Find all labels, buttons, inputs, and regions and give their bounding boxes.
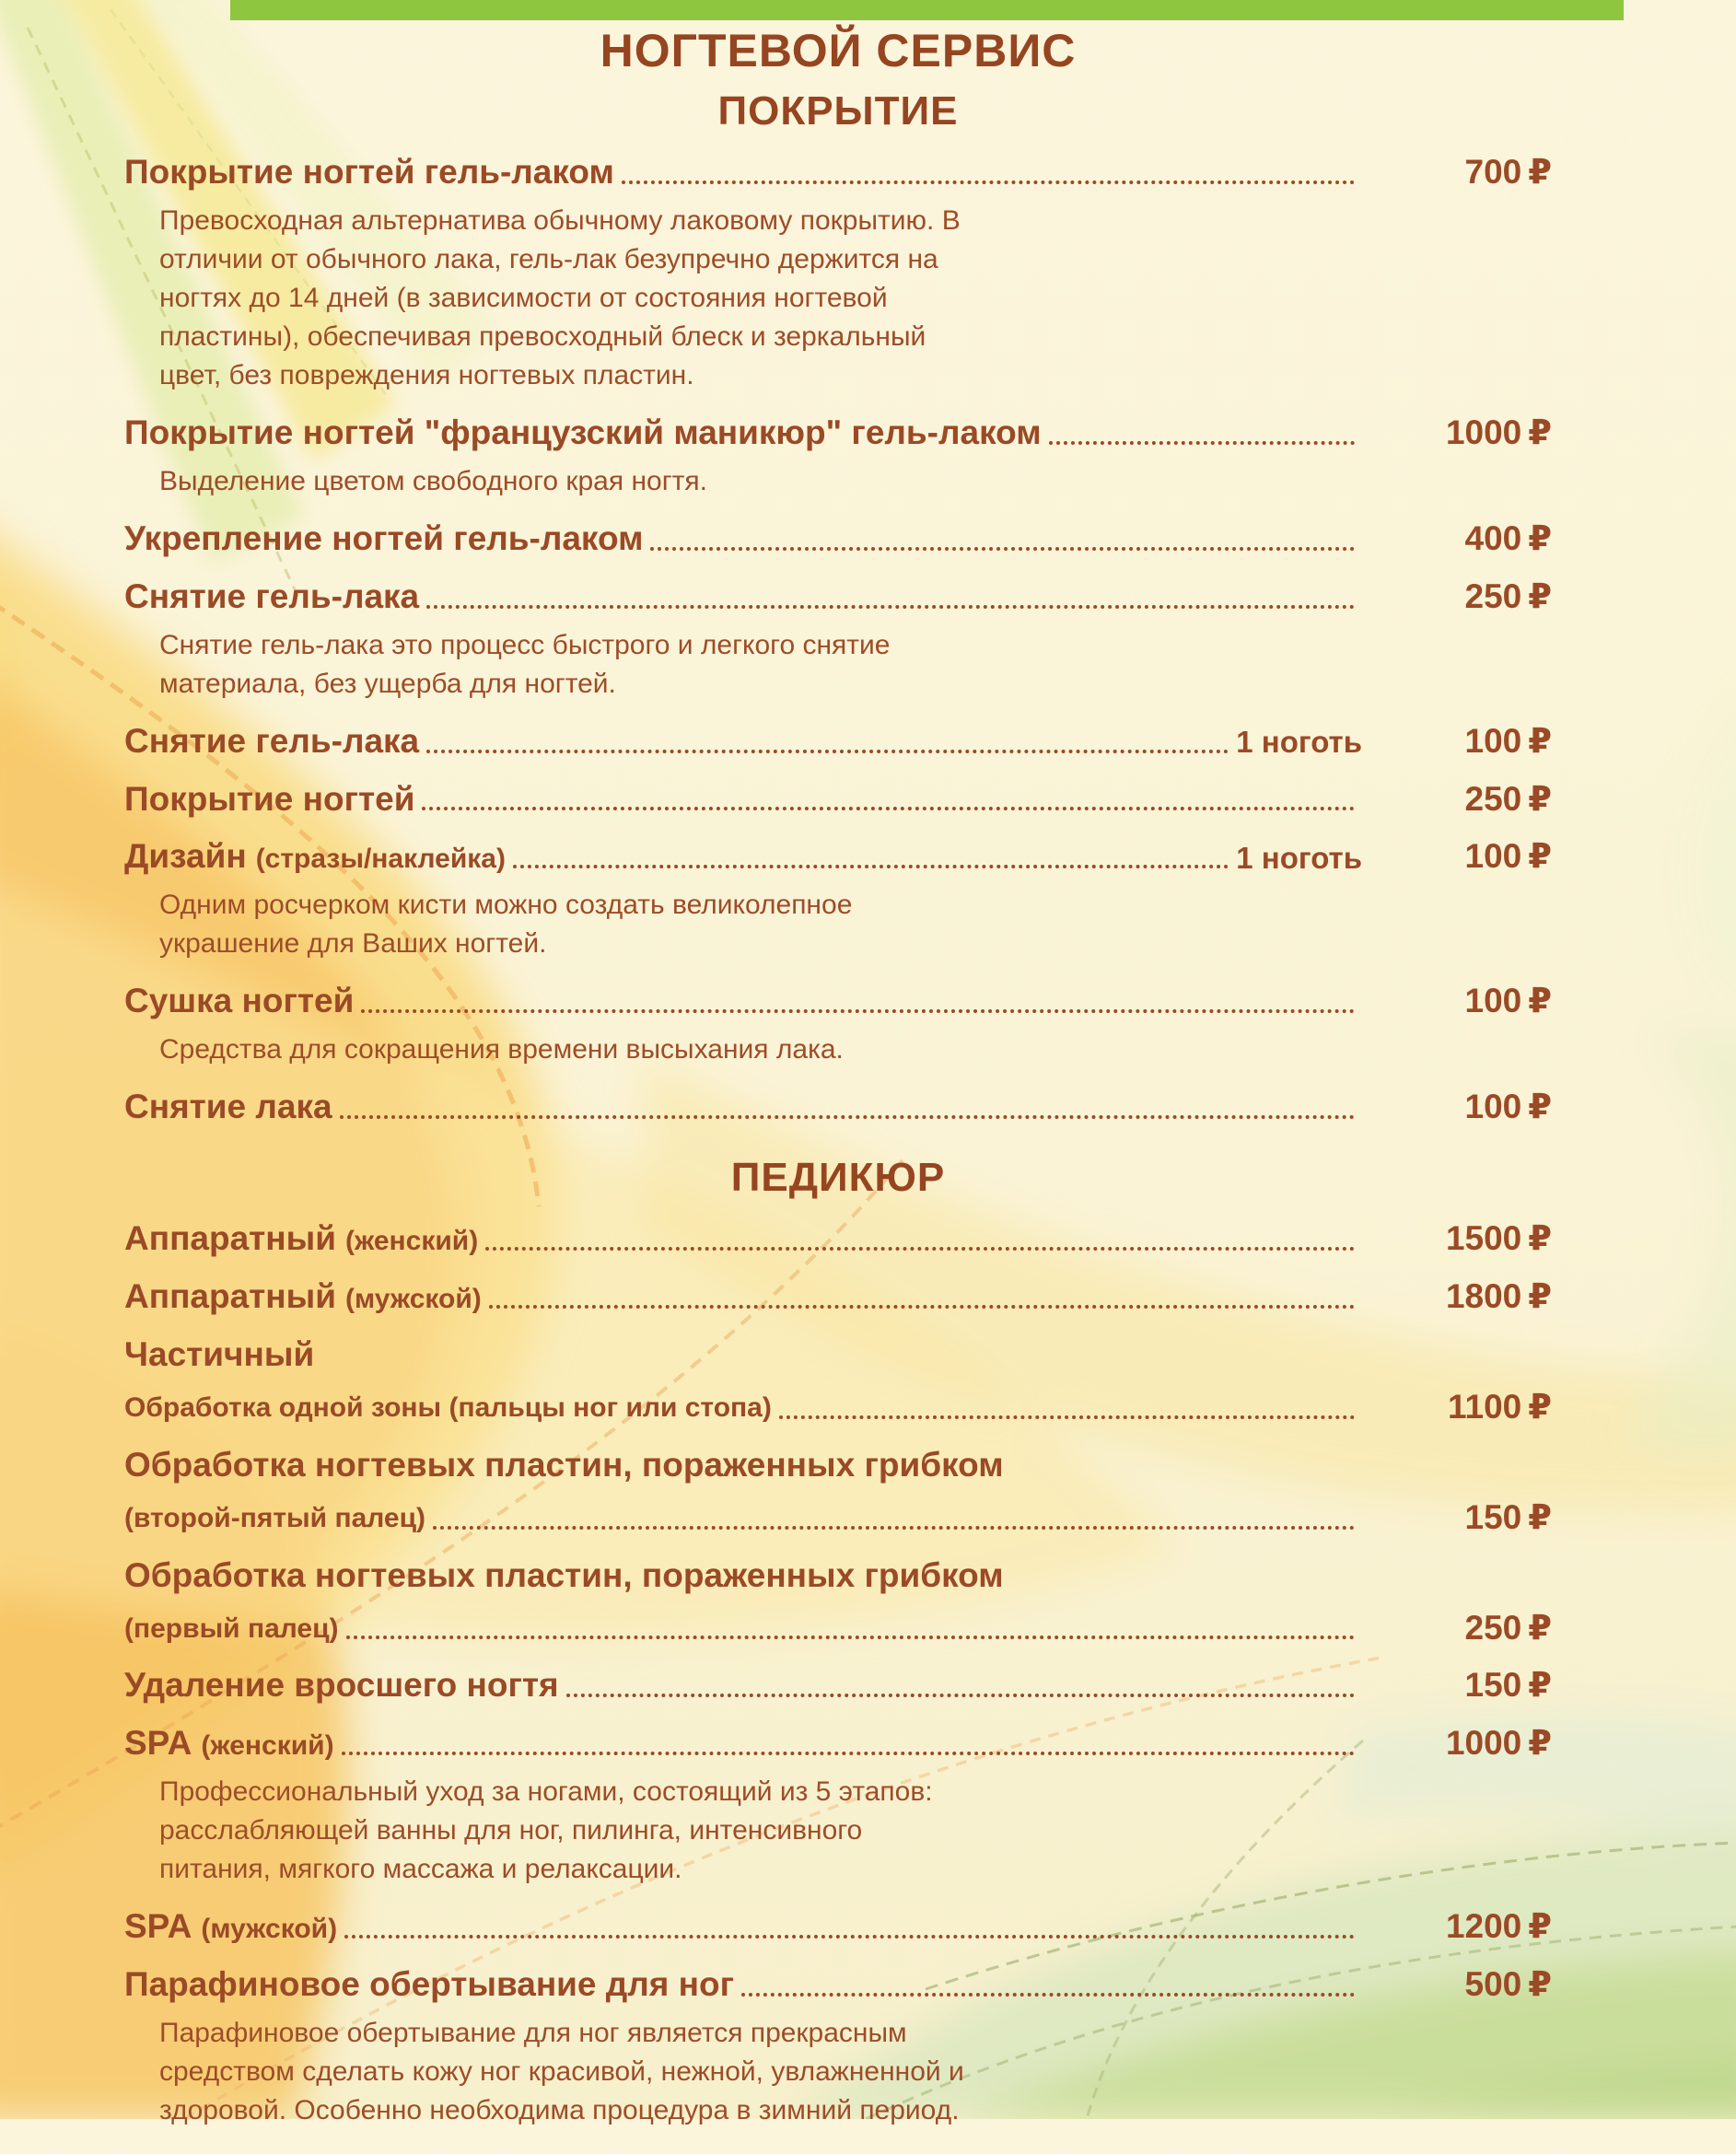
item-price [1388, 982, 1552, 1021]
dotted-leader [650, 547, 1355, 551]
item-qualifier: (мужской) [345, 1283, 482, 1314]
item-row [124, 837, 1552, 877]
item-qualifier: (женский) [345, 1226, 479, 1257]
item-description: Парафиновое обертывание для ног является прекрасным средством сделать кожу ног красивой, нежной, увлажненной и здоровой. Особенно необходима процедура в зимний период. [159, 2018, 964, 2126]
dotted-leader [513, 865, 1229, 868]
price-value: 100 [1464, 982, 1522, 1020]
menu-item [124, 1335, 1552, 1427]
ruble-sign-icon: ₽ [1528, 1723, 1552, 1764]
item-unit: 1 ноготь [1236, 841, 1362, 876]
menu-item [124, 837, 1552, 963]
ruble-sign-icon: ₽ [1528, 1607, 1552, 1648]
item-name: Снятие гель-лака [124, 721, 420, 760]
ruble-sign-icon: ₽ [1528, 152, 1552, 192]
section-title: ПЕДИКЮР [730, 1155, 946, 1201]
item-name: Снятие гель-лака [124, 576, 420, 615]
dotted-leader [426, 605, 1355, 609]
item-unit: 1 ноготь [1236, 725, 1362, 760]
item-title-line: Обработка ногтевых пластин, пораженных грибком [124, 1555, 1004, 1594]
item-title-line: Частичный [124, 1334, 315, 1373]
item-description: Превосходная альтернатива обычному лаковому покрытию. В отличии от обычного лака, гель-лак безупречно держится на ногтях до 14 дней (в зависимости от состояния ногтевой пластины), обеспечивая превосходный блеск и зеркальный цвет, без повреждения ногтевых пластин. [159, 204, 961, 390]
dotted-leader [342, 1752, 1355, 1755]
item-row [124, 1724, 1552, 1764]
ruble-sign-icon: ₽ [1528, 1496, 1552, 1537]
price-value: 1800 [1445, 1277, 1522, 1316]
item-price [1388, 1965, 1552, 2005]
dotted-leader [741, 1993, 1355, 1997]
item-price [1388, 1724, 1552, 1764]
item-row [124, 1277, 1552, 1317]
price-value: 150 [1464, 1666, 1522, 1705]
price-value: 150 [1464, 1497, 1522, 1536]
item-price [1388, 1498, 1552, 1538]
item-qualifier: (женский) [201, 1730, 334, 1762]
ruble-sign-icon: ₽ [1528, 1218, 1552, 1259]
item-name: Сушка ногтей [124, 982, 355, 1020]
item-price [1388, 1088, 1552, 1127]
menu-item [124, 1965, 1552, 2130]
item-price [1388, 1666, 1552, 1706]
item-price [1388, 577, 1552, 617]
item-row [124, 1219, 1552, 1259]
menu-item [124, 519, 1552, 559]
menu-item [124, 1446, 1552, 1538]
item-qualifier: (мужской) [201, 1914, 338, 1945]
item-row [124, 1609, 1552, 1648]
ruble-sign-icon: ₽ [1528, 720, 1552, 761]
price-value: 400 [1464, 518, 1522, 557]
menu-item [124, 153, 1552, 395]
dotted-leader [422, 807, 1355, 810]
dotted-leader [426, 750, 1229, 753]
price-value: 100 [1464, 1088, 1522, 1126]
dotted-leader [779, 1415, 1355, 1419]
item-price [1388, 780, 1552, 820]
ruble-sign-icon: ₽ [1528, 836, 1552, 877]
item-row [124, 519, 1552, 559]
ruble-sign-icon: ₽ [1528, 412, 1552, 452]
item-row [124, 1498, 1552, 1538]
menu-item [124, 722, 1552, 762]
item-price [1388, 1388, 1552, 1427]
item-name: SPA [124, 1907, 192, 1946]
item-price [1388, 837, 1552, 877]
menu-item [124, 1907, 1552, 1947]
price-value: 250 [1464, 779, 1522, 818]
ruble-sign-icon: ₽ [1528, 1665, 1552, 1706]
item-price [1388, 413, 1552, 453]
dotted-leader [344, 1935, 1355, 1939]
item-name: (второй-пятый палец) [124, 1503, 426, 1534]
menu-item [124, 413, 1552, 501]
item-price [1388, 1277, 1552, 1317]
ruble-sign-icon: ₽ [1528, 1964, 1552, 2005]
price-value: 500 [1464, 1965, 1522, 2004]
price-value: 1000 [1445, 1724, 1522, 1763]
menu-item [124, 1277, 1552, 1317]
dotted-leader [346, 1636, 1355, 1639]
item-row [124, 153, 1552, 192]
price-value: 250 [1464, 576, 1522, 615]
item-description: Выделение цветом свободного края ногтя. [159, 465, 707, 496]
item-name: Снятие лака [124, 1088, 332, 1126]
item-name: Удаление вросшего ногтя [124, 1666, 559, 1705]
item-name: Покрытие ногтей гель-лаком [124, 153, 614, 191]
ruble-sign-icon: ₽ [1528, 518, 1552, 558]
price-value: 1100 [1447, 1387, 1522, 1426]
item-row [124, 1388, 1552, 1427]
item-description: Снятие гель-лака это процесс быстрого и легкого снятие материала, без ущерба для ногтей. [159, 629, 891, 699]
menu-item [124, 1556, 1552, 1648]
item-description: Профессиональный уход за ногами, состоящий из 5 этапов: расслабляющей ванны для ног, пилинга, интенсивного питания, мягкого массажа и релаксации. [159, 1776, 933, 1885]
price-value: 1200 [1445, 1907, 1522, 1946]
dotted-leader [622, 180, 1355, 184]
price-value: 100 [1464, 721, 1522, 760]
menu-item [124, 1219, 1552, 1259]
menu-section [124, 88, 1552, 1127]
menu-item [124, 982, 1552, 1069]
item-price [1388, 1219, 1552, 1259]
dotted-leader [489, 1305, 1355, 1309]
ruble-sign-icon: ₽ [1528, 1906, 1552, 1947]
price-value: 700 [1464, 153, 1522, 191]
menu-item [124, 780, 1552, 820]
dotted-leader [566, 1694, 1355, 1697]
item-row [124, 982, 1552, 1021]
item-name: Дизайн [124, 837, 247, 876]
item-qualifier: (стразы/наклейка) [255, 844, 506, 875]
price-value: 100 [1464, 837, 1522, 876]
item-price [1388, 153, 1552, 192]
item-row [124, 413, 1552, 453]
item-name: Аппаратный [124, 1277, 336, 1316]
ruble-sign-icon: ₽ [1528, 1276, 1552, 1317]
menu-item [124, 577, 1552, 704]
dotted-leader [485, 1247, 1355, 1251]
item-name: Парафиновое обертывание для ног [124, 1965, 735, 2004]
item-row [124, 1907, 1552, 1947]
price-value: 1500 [1445, 1219, 1522, 1258]
dotted-leader [1049, 441, 1355, 445]
item-price [1388, 1609, 1552, 1648]
item-row [124, 577, 1552, 617]
dotted-leader [361, 1009, 1355, 1013]
page-title: НОГТЕВОЙ СЕРВИС [600, 25, 1077, 76]
menu-section [124, 1155, 1552, 2130]
item-name: Обработка одной зоны (пальцы ног или стопа) [124, 1392, 772, 1424]
item-name: SPA [124, 1724, 192, 1763]
item-name: Покрытие ногтей [124, 779, 415, 818]
ruble-sign-icon: ₽ [1528, 576, 1552, 616]
item-price [1388, 1907, 1552, 1947]
menu-item [124, 1088, 1552, 1127]
item-row [124, 1965, 1552, 2005]
item-price [1388, 722, 1552, 762]
menu-item [124, 1724, 1552, 1889]
ruble-sign-icon: ₽ [1528, 981, 1552, 1021]
menu-item [124, 1666, 1552, 1706]
item-description: Одним росчерком кисти можно создать великолепное украшение для Ваших ногтей. [159, 890, 853, 960]
item-name: Аппаратный [124, 1219, 336, 1258]
item-description: Средства для сокращения времени высыхания лака. [159, 1034, 844, 1065]
item-price [1388, 519, 1552, 559]
item-row [124, 1666, 1552, 1706]
item-title-line: Обработка ногтевых пластин, пораженных грибком [124, 1445, 1004, 1484]
dotted-leader [340, 1115, 1355, 1119]
item-row [124, 1088, 1552, 1127]
dotted-leader [433, 1526, 1355, 1530]
item-name: Укрепление ногтей гель-лаком [124, 518, 644, 557]
ruble-sign-icon: ₽ [1528, 1087, 1552, 1127]
item-name: Покрытие ногтей "французский маникюр" гель-лаком [124, 413, 1042, 451]
item-name: (первый палец) [124, 1613, 339, 1644]
top-accent-bar [230, 0, 1624, 20]
price-value: 1000 [1445, 413, 1522, 451]
section-title: ПОКРЫТИЕ [717, 88, 959, 134]
ruble-sign-icon: ₽ [1528, 1386, 1552, 1426]
item-row [124, 780, 1552, 820]
price-value: 250 [1464, 1608, 1522, 1647]
item-row [124, 722, 1552, 762]
ruble-sign-icon: ₽ [1528, 778, 1552, 819]
menu-sections [124, 88, 1552, 2130]
